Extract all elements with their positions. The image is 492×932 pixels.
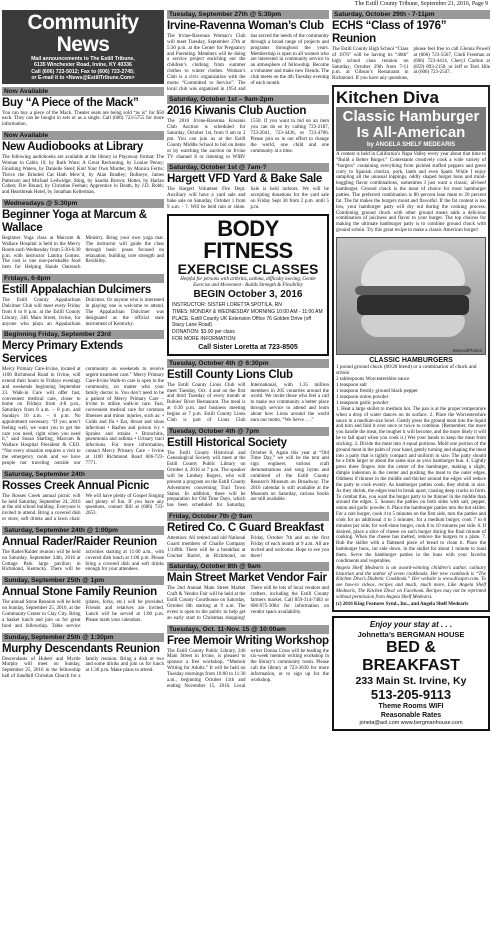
ad-times: TIMES: MONDAY & WEDNESDAY MORNING 10:00 AM - 11:00 AM bbox=[172, 308, 323, 315]
column-3 bbox=[332, 10, 490, 932]
ad-title: BED & BREAKFAST bbox=[362, 638, 460, 674]
event-date-label: Now Available bbox=[2, 87, 164, 96]
event-headline: ECHS “Class of 1976” Reunion bbox=[332, 20, 447, 45]
ad-start-date: BEGIN October 3, 2016 bbox=[193, 288, 303, 300]
ad-place: PLACE: Estill County UK Extension Office 76 Golden Drive (off Stacy Lane Road) bbox=[172, 315, 312, 328]
ad-feature: Theme Rooms WIFI bbox=[378, 702, 444, 710]
ingredient: 2 tablespoons Worcestershire sauce bbox=[336, 375, 410, 382]
event-text: The Estill County Lions Club will meet Tuesday, Oct. 4 and on the first and third Tuesday of every month at Rubies’ River Restaurant. The meal is at 6:30 p.m. and business meeting begins at 7 p.m. Estill County Lions Club is part of Lions Club International, with 1.35 million members in 205 countries around the world. We invite those who feel a call to make our community a better place through service to attend and learn about how Lions around the world earn our motto, “We Serve . . .” bbox=[167, 382, 329, 423]
event-text: The Estill County High School “Class of 1976” will be having its “40th” high school class reunion on Saturday, October 29th from 7-11 p.m. at Gibson’s Restaurant in Richmond. If you have any questions, please feel free to call Glenna Powell at (606) 723-5567, Cindi Freeman at (606) 723-4414, Cheryl Carlton at (859) 893-2150, or Jeff or Terri Hile at (606) 723-2547. bbox=[332, 47, 490, 82]
event-headline: Free Memoir Writing Workshop bbox=[167, 634, 329, 647]
masthead-line: Mail announcements to The Estill Tribune, bbox=[31, 56, 135, 62]
ad-instructor: INSTRUCTOR: SISTER LORETTA SPOTILA, RN bbox=[172, 301, 282, 308]
event-text: The Rosses Creek annual picnic will be held Saturday, September 24, 2016 at the old school building. Everyone is invited to attend. Bring a covered dish or store, soft drinks and a lawn chair. We will have plenty of Gospel Singing and plenty of fun. If you have any questions, contact Bill at (606) 723-2653. bbox=[2, 493, 164, 523]
column-1 bbox=[2, 10, 164, 932]
event-date-label: Sunday, September 25th @ 1pm bbox=[2, 576, 164, 585]
event-headline: Murphy Descendants Reunion bbox=[2, 642, 160, 655]
event-text: Descendants of Hubert and Myrtle Murphy will meet on Sunday, September 25, 2016 in the fellowship hall of Sandhill Christian Church for a family reunion. Bring a dish or two and some drinks and join us for lunch at 1:30 p.m. Make plans to attend. bbox=[2, 656, 164, 680]
event-headline: Estill County Lions Club bbox=[167, 368, 293, 381]
ingredient: 1 teaspoon garlic powder bbox=[336, 399, 389, 406]
ad-donation: DONATION: $3.00 per class bbox=[172, 328, 235, 335]
event-date-label: Sunday, September 25th @ 1:30pm bbox=[2, 633, 164, 642]
event-date-label: Saturday, October 29th - 7-11pm bbox=[332, 10, 490, 19]
event-date-label: Fridays, 6-8pm bbox=[2, 274, 164, 283]
lettuce-shape bbox=[355, 286, 471, 295]
ad-web: joneta@aol.com www.bergmanhouse.com bbox=[359, 719, 463, 726]
event-headline: Rosses Creek Annual Picnic bbox=[2, 479, 150, 492]
author-bio: Angela Shelf Medearis is an award-winning children’s author, culinary historian and the author of seven cookbooks. Her new cookbook is “The Kitchen Diva’s Diabetic Cookbook.” Her website is www.divapro.com. To see how-to videos, recipes and much, much more, Like Angela Shelf Medearis, The Kitchen Diva! on Facebook. Recipes may not be reprinted without permission from Angela Shelf Medearis. bbox=[336, 565, 486, 600]
ad-more-info: FOR MORE INFORMATION: bbox=[172, 335, 237, 342]
ingredient: 1 teaspoon onion powder bbox=[336, 393, 389, 400]
page-header: The Estill County Tribune, September 21, 2016, Page 9 bbox=[354, 1, 488, 7]
event-text: The Estill County Historical and Genealogical Society will meet at the Estill County Public Library on October 4, 2016 at 7 p.m. The speaker will be Lindsey Rogers, who will present a program on the Estill County Adventures concerning Trail Town Status. In addition, there will be preparation for Old Time Days, which has been scheduled for Saturday, October 8, Again this year at “Old Time Day,” we will be the tent and sign engineer, various craft demonstrations and song hymn and combined of the Estill County Research Museum on Broadway. The 2016 calendar is still available at the Museum on Saturday, various books are still available. bbox=[167, 450, 329, 509]
event-text: The 2nd Annual Main Street Market Craft & Vendor Fair will be held at the Estill County Courthouse on Saturday, October 8th starting at 9 a.m. The event is open to the public to help get an early start to Christmas shopping! There will be lots of local vendors and crafters, including the Estill County farmers market. Call 859-314-7483 or 606-975-3084 for information on vendor space availability. bbox=[167, 586, 329, 621]
photo-credit: DepositPhotos bbox=[452, 347, 482, 353]
kitchen-diva-title: Kitchen Diva bbox=[336, 88, 439, 108]
event-text: The Irvine-Ravenna Woman’s Club will meet Tuesday, September 27th at 5:30 p.m. at the Center for Pregnancy and Parenting. Members will be doing a service project enriching our the children’s clothing from summer clothes to winter clothes. Woman’s Club is a civic organization with the motto “Committed to Service”. The local club was organized in 1954 and has served the needs of the community through a broad range of projects and programs throughout the years. Membership is open to all women who are interested in community service in an atmosphere of fellowship. Become a volunteer and make new friends. The club meets on the 4th Tuesday evening of each month. bbox=[167, 34, 329, 92]
ad-feature: Reasonable Rates bbox=[380, 711, 442, 719]
ad-subtitle: EXERCISE CLASSES bbox=[177, 260, 319, 277]
event-date-label: Saturday, September 24th @ 1:00pm bbox=[2, 526, 164, 535]
event-headline: Annual Stone Family Reunion bbox=[2, 586, 157, 599]
event-text: The Hargett Volunteer Fire Dept. Auxiliary will have a yard sale and bake sale on Saturday, October 1 from 9 a.m. - ?. Will be held rain or shine. Sale is held indoors. We will be accepting donations for the yard sale on Friday Sept 30 from 2 p.m. until 5 p.m. bbox=[167, 187, 329, 210]
event-date-label: Wednesdays @ 5:30pm bbox=[2, 199, 164, 208]
event-date-label: Tuesdays, Oct. 11-Nov. 15 @ 10:00am bbox=[167, 625, 329, 634]
kitchen-diva-byline: by ANGELA SHELF MEDEARIS bbox=[366, 142, 456, 149]
event-text: The 2016 Irvine-Ravenna Kiwanis Club Auction is scheduled for Saturday, October 1st, from 9 am to 2 pm. You can join us at the Estill County Middle School to bid on items or by watching the auction on Irvine TV channel 8 or listening to WIRV 1550. If you want to bid on an item you can do so by calling 723-2187, 723-2041, 723-4436, or 723-4706. Please join us in our effort to change the world, one child and one community at a time. bbox=[167, 119, 329, 160]
event-date-label: Saturday, October 1st @ 7am-? bbox=[167, 163, 329, 172]
event-headline: Main Street Market Vendor Fair bbox=[167, 572, 327, 585]
event-headline: Estill Appalachian Dulcimers bbox=[2, 284, 152, 297]
ingredient: 1 pound ground chuck (80/20 blend) or a combination of chuck and sirloin bbox=[336, 363, 477, 376]
event-headline: Beginner Yoga at Marcum & Wallace bbox=[2, 209, 147, 235]
masthead-line: or E-mail it to <News@EstillTribune.Com> bbox=[31, 75, 135, 82]
event-date-label: Tuesday, September 27th @ 5:30pm bbox=[167, 10, 329, 19]
hamburger-photo bbox=[336, 237, 486, 355]
event-headline: Buy “A Piece of the Mack” bbox=[2, 96, 139, 109]
event-text: The Estill County Appalachian Dulcimer Club will meet every Friday from 6 to 8 p.m. at the Estill County Library, 246 Main Street, Irvine, for anyone who plays an Appalachian Dulcimer. Or anyone who is interested in playing one is welcome to attend. The Appalachian Dulcimer was designated as the official state instrument of Kentucky. bbox=[2, 298, 164, 327]
event-date-label: Saturday, October 1st – 9am-2pm bbox=[167, 95, 329, 104]
ad-tagline: Helpful for persons with arthritis, asthma, difficulty moving, Gentle Exercise and Movement - Builds Strength & Flexibility bbox=[180, 276, 316, 288]
community-news-title: Community News bbox=[27, 11, 139, 56]
community-news-masthead bbox=[2, 10, 164, 84]
ad-phone: 513-205-9113 bbox=[370, 686, 452, 702]
event-date-label: Now Available bbox=[2, 131, 164, 140]
bun-top-shape bbox=[361, 250, 465, 286]
event-date-label: Beginning Friday, September 23rd bbox=[2, 330, 164, 339]
event-text: You can buy a piece of the Mack. Theater seats are being sold “as is” for $50 each. They can be bought in sets or as a single. Call (606) 723-5755 for more information. bbox=[2, 110, 164, 128]
event-headline: Hargett VFD Yard & Bake Sale bbox=[167, 173, 323, 186]
ad-contact: Call Sister Loretta at 723-8505 bbox=[198, 343, 298, 351]
ingredient: 1 teaspoon freshly ground black pepper bbox=[336, 387, 418, 394]
kitchen-diva-text: A contest is held in California’s Napa Valley every year about that time to “Build a Better Burger.” Contestants creatively cook a wide variety of “burgers” containing everything from pickled stuffed peppers and green curry to Spanish chorizo, pork, lamb and even Spam. While I enjoy sampling all the unusual toppings, oddly shaped burger buns and mind-boggling flavor combinations, sometimes I just want a classic, all-beef hamburger. Ground chuck is the meat of choice for most hamburger patties. The preferred combination is 80 percent lean meat to 20 percent fat. The fat makes the burgers moist and flavorful. If the fat content is too low, your hamburger patty will dry out during the cooking process. Combining ground chuck with other ground meats adds a delicious combination of juiciness and flavor to your burger. The top choices for making the ultimate hamburger patty is to combine ground chuck with ground sirloin. Try this great recipe to make a classic American burger! bbox=[336, 152, 486, 234]
event-text: The following audiobooks are available at the library in Playaway format: The Woman in Cabin 10, by Ruth Ware; A Great Reckoning, by Louise Penny; Finishing Waters, by Danielle Steel; Knit Your Own Murder, by Monica Ferris; Thrice the Brinded Cat Hath Mew’d, by Alan Bradley; Bullseye, James Patterson and Michael Ledwidge; Sting, by Sandra Brown; Hotter, by Harlan Coben; Fire Bound, by Christine Feehan; Apprentice in Death, by J.D. Robb; and Heartbreak Hotel, by Jonathan Kellerman. bbox=[2, 155, 164, 196]
event-headline: New Audiobooks at Library bbox=[2, 141, 143, 154]
event-text: The annual Stone Reunion will be held on Sunday, September 25, 2016, at the Community Center in Clay City. Bring a basket lunch and join us for great food and fellowship. Table service (plates, forks, etc.) will be provided. Friends and relatives are invited. Lunch will be served at 1:00 p.m. Please mark your calendars. bbox=[2, 600, 164, 629]
event-text: Mercy Primary Care-Irvine, located at 1100 Richmond Road in Irvine, will extend their hours to Fridays evenings and weekends beginning September 23. Walk-in Care will offer fast, convenient medical care, closer to home on Fridays from 4-8 p.m., Saturdays from 8 a.m. – 8 p.m. and Sundays 10 a.m. – 6 p.m. No appointment necessary. “If you aren’t feeling well, we want you to get the care you need, right when you need it,” said Susan Starling, Marcum & Wallace Hospital President & CEO. “Not every situation requires a visit to the emergency room and we have people not traveling outside our community on weekends to receive urgent treatment care.” Mercy Primary Care-Irvine Walk-in care is open to the community, no matter who your family doctor is. You don’t need to be a patient of Mercy Primary Care – Irvine to utilize walk-in care. Fast, convenient medical care for common illnesses and minor injuries, such as: • Colds and flu • Ear, throat and sinus infections • Rashes and poison ivy • Sprains and strains • Bronchitis, pneumonia and asthma • Urinary tract infections. For more information, contact Mercy Primary Care – Irvine at 1100 Richmond Road 606-723-7771. bbox=[2, 367, 164, 466]
recipe-title: CLASSIC HAMBURGERS bbox=[369, 356, 453, 364]
event-headline: Irvine-Ravenna Woman’s Club bbox=[167, 20, 324, 32]
event-text: The Estill County Public Library, 246 Main Street in Irvine, is pleased to sponsor a free workshop, “Memoir Writing for Adults.” It will be held on Tuesday mornings from 10:00 to 11:30 a.m., beginning October 11th and ending November 15, 2016. Local writer Donna Cross will be leading the six-week memoir writing workshop in the library’s community room. Please call the library at 723-3030 for more information, or to sign up for the workshop. bbox=[167, 648, 329, 689]
column-2 bbox=[167, 10, 329, 932]
ingredient: 1 teaspoon salt bbox=[336, 381, 367, 388]
event-text: Beginner Yoga class at Marcum & Wallace Hospital is held in the Mercy Room each Wednesday from 5:30-6:30 p.m. with instructor Lanitra Gomez. The cost is one non-perishable food item for Helping Hands Outreach Ministry. Bring your own yoga mat. The instructor will guide the class through basic poses focused on relaxation, building core strength and flexibility. bbox=[2, 236, 164, 271]
kitchen-diva-headline: Classic Hamburger Is All-American bbox=[342, 108, 480, 142]
event-date-label: Friday, October 7th @ 9am bbox=[167, 512, 329, 521]
body-fitness-ad bbox=[167, 214, 329, 356]
event-date-label: Tuesday, October 4th @ 6:30pm bbox=[167, 359, 329, 368]
ad-business-name: Johnetta’s BERGMAN HOUSE bbox=[357, 629, 465, 639]
patty-shape bbox=[357, 295, 469, 315]
bed-and-breakfast-ad bbox=[332, 616, 490, 731]
event-text: Attention: All retired and old National Guard members of Charlie Company 1/149th. There will be a breakfast at Cracker Barrel, in Richmond, on Friday, October 7th and on the first Friday of each month at 9 a.m. All are invited and welcome. Hope to see you there! bbox=[167, 536, 329, 559]
event-text: The Rader/Raider reunion will be held on Saturday, September 24th, 2016 at Cottage Park large pavilion in Richmond, Kentucky. There will be activities starting at 11:00 a.m., with covered dish lunch at 1:00 p.m. Please bring a covered dish and soft drinks enough for your attendees. bbox=[2, 549, 164, 573]
bun-bottom-shape bbox=[361, 315, 465, 337]
copyright: (c) 2016 King Features Synd., Inc., and Angela Shelf Medearis bbox=[336, 601, 469, 607]
event-date-label: Saturday, October 8th @ 9am bbox=[167, 562, 329, 571]
event-headline: Retired Co. C Guard Breakfast bbox=[167, 522, 324, 535]
event-headline: Annual Rader/Raider Reunion bbox=[2, 535, 157, 548]
masthead-line: 6135 Winchester Road, Irvine, KY 40336 bbox=[34, 62, 132, 69]
masthead-line: Call (606) 723-5012; Fax to (606) 723-2745; bbox=[31, 68, 135, 75]
ad-address: 233 Main St. Irvine, Ky bbox=[355, 674, 467, 687]
recipe-directions: 1. Heat a large skillet to medium hot. The pan is at the proper temperature when a drop of water dances on its surface. 2. Place the Worcestershire sauce in a medium-size bowl. Gently press the ground meat into the liquid and turn and fold it over once or twice to combine. (Remember, the more you handle the meat, the tougher it will become, and the more likely it will be to fall apart when you cook it.) Wet your hands to keep the meat from sticking. 3. Divide the meat into 4 equal portions. Mold one portion of the ground meat in the palm of your hand, gently turning and shaping the meat into a patty that is tightly compact and uniform in size. The patty should be a little larger or about the same size as your hamburger bun. 4. Lightly press three fingers into the center of the hamburger, making a slight, dimple indention in the center and pushing the meat to the outer edges. Oddness if thinner in the middle and thicker around the edges will reduce the patty to cook evenly. As hamburger patties cook, they shrink in size. As they shrink, the edges tend to break apart, causing deep cracks to form. To combat this, you want the burger patty to be thinner in the middle than around the edges. 5. Season the patties on both sides with salt, pepper, onion and garlic powder. 6. Place the hamburger patties into the hot skillet. For a rare burger, cook 4 to 5 minutes on the first side, turn the patties and cook for an additional 4 to 5 minutes; for a medium burger, cook 7 to 8 minutes per side; for well-done burger, cook 8 to 10 minutes per side. 6. If desired, place a slice of cheese on each burger during the final minute of cooking. When the cheese has melted, remove the burgers to a plate. 7. Rub the skillet with a flattened piece of bread to clean it. Place the hamburger buns, cut side down, in the skillet for about 1 minute to toast them. Serve the hamburger patties in the buns with your favorite condiments and vegetables. bbox=[336, 406, 487, 564]
event-date-label: Tuesday, October 4th @ 7pm bbox=[167, 427, 329, 436]
event-headline: Mercy Primary Extends Services bbox=[2, 340, 123, 366]
event-headline: 2016 Kiwanis Club Auction bbox=[167, 105, 307, 118]
event-date-label: Saturday, September 24th bbox=[2, 470, 164, 479]
event-headline: Estill Historical Society bbox=[167, 436, 287, 449]
kitchen-diva-banner bbox=[336, 107, 486, 151]
kitchen-diva-column bbox=[332, 85, 490, 612]
ad-title: BODY FITNESS bbox=[203, 215, 293, 263]
ad-intro: Enjoy your stay at . . . bbox=[369, 619, 453, 629]
